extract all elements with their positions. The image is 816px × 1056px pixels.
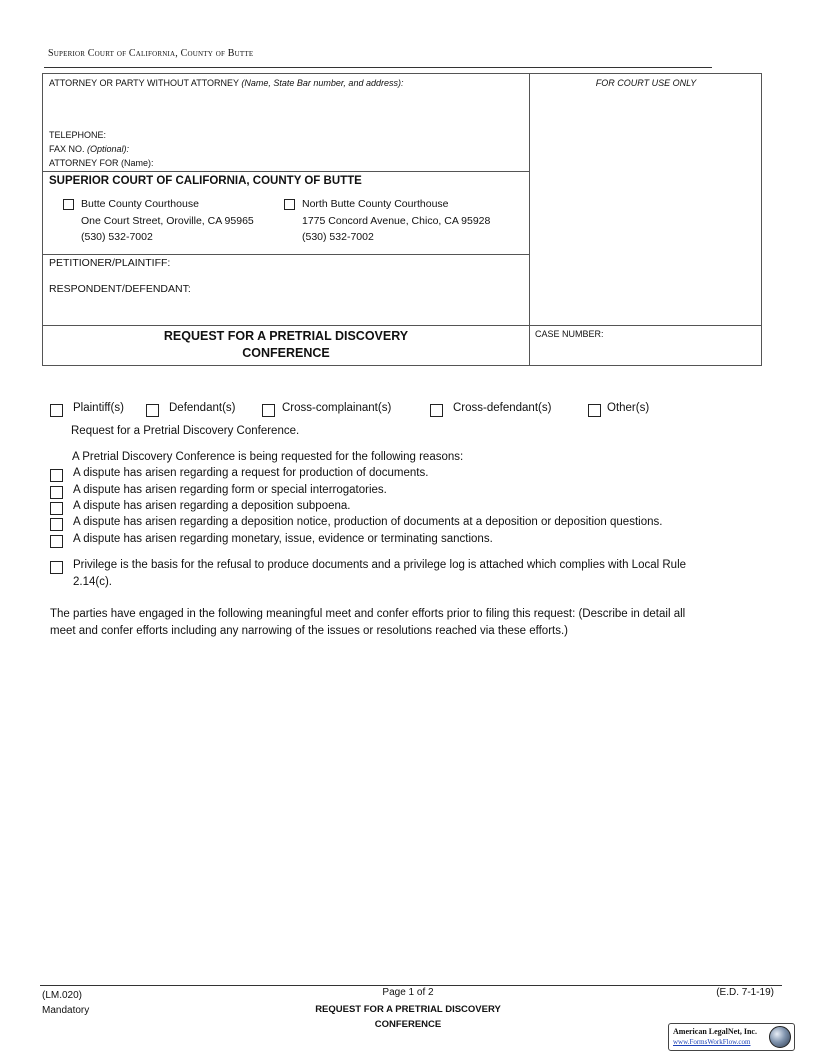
reasons-intro: A Pretrial Discovery Conference is being requested for the following reasons: bbox=[72, 451, 464, 463]
reason-checkbox[interactable] bbox=[50, 469, 63, 482]
caption-divider bbox=[43, 171, 529, 172]
court-use-label: FOR COURT USE ONLY bbox=[595, 78, 697, 88]
caption-vertical-divider bbox=[529, 74, 530, 365]
courthouse-block-oroville bbox=[81, 196, 254, 246]
meet-confer-line: The parties have engaged in the following meaningful meet and confer efforts prior to filing this request: (Describe in detail all bbox=[50, 608, 686, 620]
attorney-label bbox=[49, 77, 403, 91]
petitioner-label: PETITIONER/PLAINTIFF: bbox=[49, 257, 171, 269]
reason-checkbox[interactable] bbox=[50, 535, 63, 548]
reason-text: A dispute has arisen regarding monetary, issue, evidence or terminating sanctions. bbox=[73, 533, 493, 545]
form-title bbox=[43, 328, 529, 362]
courthouse-phone: (530) 532-7002 bbox=[81, 231, 153, 243]
party-checkbox-other[interactable] bbox=[588, 404, 601, 417]
meet-confer-statement bbox=[50, 606, 770, 639]
request-statement: Request for a Pretrial Discovery Conference. bbox=[71, 425, 300, 437]
party-label: Defendant(s) bbox=[169, 402, 236, 414]
footer-left bbox=[42, 988, 89, 1018]
globe-icon bbox=[769, 1026, 791, 1048]
reason-checkbox[interactable] bbox=[50, 518, 63, 531]
form-title-line: CONFERENCE bbox=[242, 346, 330, 360]
courthouse-checkbox-oroville[interactable] bbox=[63, 199, 74, 210]
attorney-label-hint: (Name, State Bar number, and address): bbox=[241, 78, 404, 88]
reason-checkbox[interactable] bbox=[50, 502, 63, 515]
attorney-for-label: ATTORNEY FOR (Name): bbox=[49, 158, 154, 168]
party-checkbox-cross-defendant[interactable] bbox=[430, 404, 443, 417]
attorney-label-text: ATTORNEY OR PARTY WITHOUT ATTORNEY bbox=[49, 78, 239, 88]
party-label: Plaintiff(s) bbox=[73, 402, 124, 414]
edition-date: (E.D. 7-1-19) bbox=[716, 987, 774, 998]
reason-text: A dispute has arisen regarding a deposition notice, production of documents at a deposition or deposition questions. bbox=[73, 516, 663, 528]
party-label: Cross-defendant(s) bbox=[453, 402, 552, 414]
party-label: Other(s) bbox=[607, 402, 650, 414]
courthouse-address: One Court Street, Oroville, CA 95965 bbox=[81, 214, 254, 227]
courthouse-block-chico bbox=[302, 196, 490, 246]
fax-label-hint: (Optional): bbox=[87, 144, 130, 154]
logo-name: American LegalNet, Inc. bbox=[673, 1027, 757, 1036]
courthouse-name: Butte County Courthouse bbox=[81, 198, 199, 210]
reason-text: A dispute has arisen regarding a request for production of documents. bbox=[73, 467, 429, 479]
telephone-label: TELEPHONE: bbox=[49, 130, 107, 140]
publisher-logo[interactable] bbox=[668, 1023, 795, 1051]
privilege-statement bbox=[73, 557, 753, 590]
party-checkbox-plaintiff[interactable] bbox=[50, 404, 63, 417]
caption-divider bbox=[43, 325, 761, 326]
page-number: Page 1 of 2 bbox=[382, 987, 434, 998]
court-title: SUPERIOR COURT OF CALIFORNIA, COUNTY OF BUTTE bbox=[49, 175, 362, 187]
fax-label-text: FAX NO. bbox=[49, 144, 85, 154]
reason-text: A dispute has arisen regarding form or special interrogatories. bbox=[73, 484, 387, 496]
privilege-line: 2.14(c). bbox=[73, 575, 112, 588]
footer-title-line: REQUEST FOR A PRETRIAL DISCOVERY bbox=[315, 1004, 501, 1015]
respondent-label: RESPONDENT/DEFENDANT: bbox=[49, 283, 191, 295]
party-label: Cross-complainant(s) bbox=[282, 402, 392, 414]
logo-url[interactable]: www.FormsWorkFlow.com bbox=[673, 1038, 751, 1046]
form-number: (LM.020) bbox=[42, 990, 83, 1001]
privilege-checkbox[interactable] bbox=[50, 561, 63, 574]
mandatory-label: Mandatory bbox=[42, 1005, 90, 1016]
party-checkbox-cross-complainant[interactable] bbox=[262, 404, 275, 417]
court-header: Superior Court of California, County of Butte bbox=[48, 48, 254, 59]
footer-title-line: CONFERENCE bbox=[374, 1018, 442, 1030]
courthouse-phone: (530) 532-7002 bbox=[302, 231, 374, 243]
privilege-line: Privilege is the basis for the refusal to produce documents and a privilege log is attached which complies with Local Rule bbox=[73, 559, 687, 571]
caption-box bbox=[42, 73, 762, 366]
form-title-line: REQUEST FOR A PRETRIAL DISCOVERY bbox=[163, 329, 409, 343]
courthouse-checkbox-chico[interactable] bbox=[284, 199, 295, 210]
meet-confer-line: meet and confer efforts including any narrowing of the issues or resolutions reached via these efforts.) bbox=[50, 624, 568, 637]
courthouse-address: 1775 Concord Avenue, Chico, CA 95928 bbox=[302, 214, 491, 227]
reason-text: A dispute has arisen regarding a deposition subpoena. bbox=[73, 500, 351, 512]
fax-label bbox=[49, 143, 129, 157]
courthouse-name: North Butte County Courthouse bbox=[302, 198, 449, 210]
reason-checkbox[interactable] bbox=[50, 486, 63, 499]
party-checkbox-defendant[interactable] bbox=[146, 404, 159, 417]
footer-title bbox=[258, 1003, 558, 1032]
header-divider bbox=[44, 67, 712, 68]
case-number-label: CASE NUMBER: bbox=[535, 329, 604, 339]
